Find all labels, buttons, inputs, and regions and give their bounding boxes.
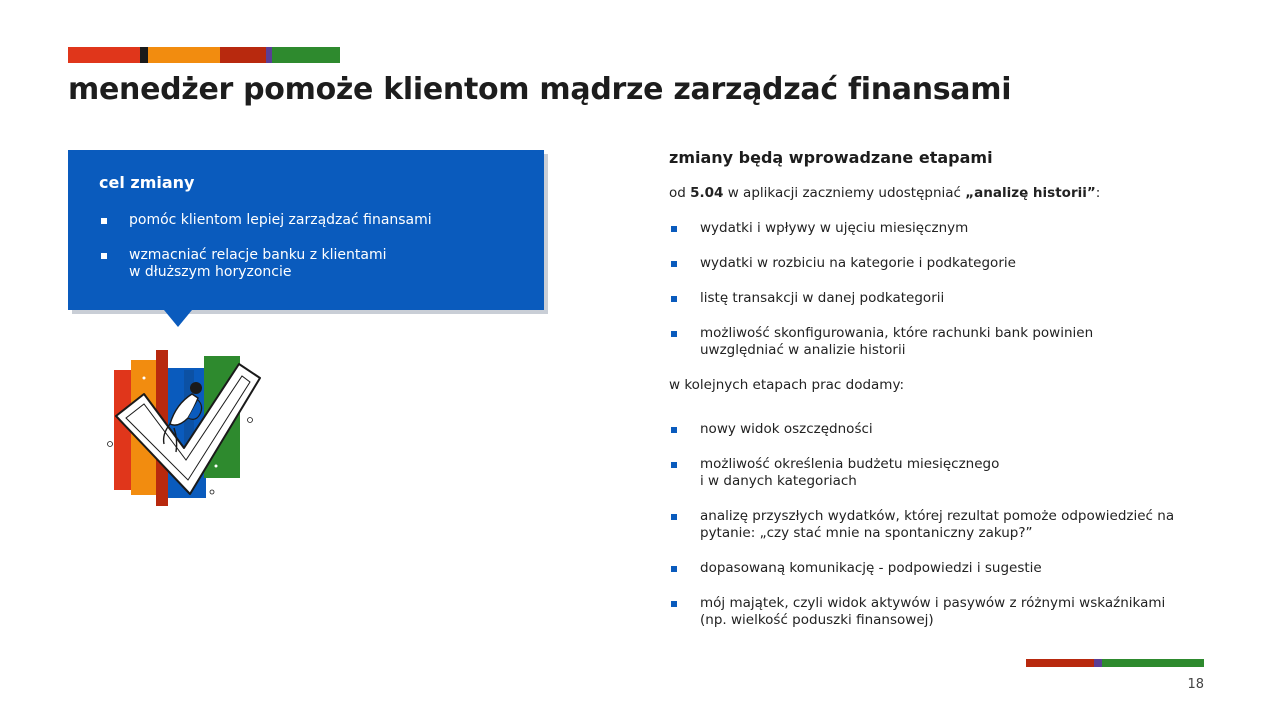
list-item: wydatki i wpływy w ujęciu miesięcznym xyxy=(669,220,1214,237)
list-item: wydatki w rozbiciu na kategorie i podkategorie xyxy=(669,255,1214,272)
bullet-square-icon xyxy=(671,296,677,302)
bottom-color-stripe xyxy=(1026,659,1204,667)
goal-callout-box xyxy=(68,150,544,310)
feature-name: „analizę historii” xyxy=(965,185,1096,201)
list-item: nowy widok oszczędności xyxy=(669,421,1214,438)
changes-intro: od 5.04 w aplikacji zaczniemy udostępniać „analizę historii”: xyxy=(669,185,1101,201)
bullet-square-icon xyxy=(101,218,107,224)
list-item: możliwość określenia budżetu miesięcznego i w danych kategoriach xyxy=(669,456,1214,490)
page-number: 18 xyxy=(1187,677,1204,692)
list-item: listę transakcji w danej podkategorii xyxy=(669,290,1214,307)
callout-pointer xyxy=(164,310,192,327)
next-stages-intro: w kolejnych etapach prac dodamy: xyxy=(669,377,905,393)
bullet-square-icon xyxy=(671,331,677,337)
bullet-square-icon xyxy=(671,514,677,520)
goal-list xyxy=(99,212,519,299)
bullet-square-icon xyxy=(671,427,677,433)
top-color-stripe xyxy=(68,47,340,63)
release-date: 5.04 xyxy=(690,185,724,201)
goal-item: wzmacniać relacje banku z klientami w dłuższym horyzoncie xyxy=(99,247,519,281)
bullet-square-icon xyxy=(101,253,107,259)
changes-heading: zmiany będą wprowadzane etapami xyxy=(669,148,993,167)
checkmark-with-person-icon xyxy=(104,348,264,513)
bullet-square-icon xyxy=(671,601,677,607)
bullet-square-icon xyxy=(671,261,677,267)
callout-heading: cel zmiany xyxy=(99,173,195,192)
bullet-square-icon xyxy=(671,462,677,468)
bullet-square-icon xyxy=(671,226,677,232)
list-item: analizę przyszłych wydatków, której rezultat pomoże odpowiedzieć na pytanie: „czy stać mnie na spontaniczny zakup?” xyxy=(669,508,1214,542)
first-stage-list xyxy=(669,220,1214,359)
list-item: możliwość skonfigurowania, które rachunki bank powinien uwzględniać w analizie historii xyxy=(669,325,1214,359)
list-item: mój majątek, czyli widok aktywów i pasywów z różnymi wskaźnikami (np. wielkość poduszki finansowej) xyxy=(669,595,1214,629)
list-item: dopasowaną komunikację - podpowiedzi i sugestie xyxy=(669,560,1214,577)
bullet-square-icon xyxy=(671,566,677,572)
slide-title: menedżer pomoże klientom mądrze zarządzać finansami xyxy=(68,72,1012,107)
next-stages-list xyxy=(669,421,1214,629)
goal-item: pomóc klientom lepiej zarządzać finansami xyxy=(99,212,519,229)
changes-section xyxy=(669,148,1214,647)
